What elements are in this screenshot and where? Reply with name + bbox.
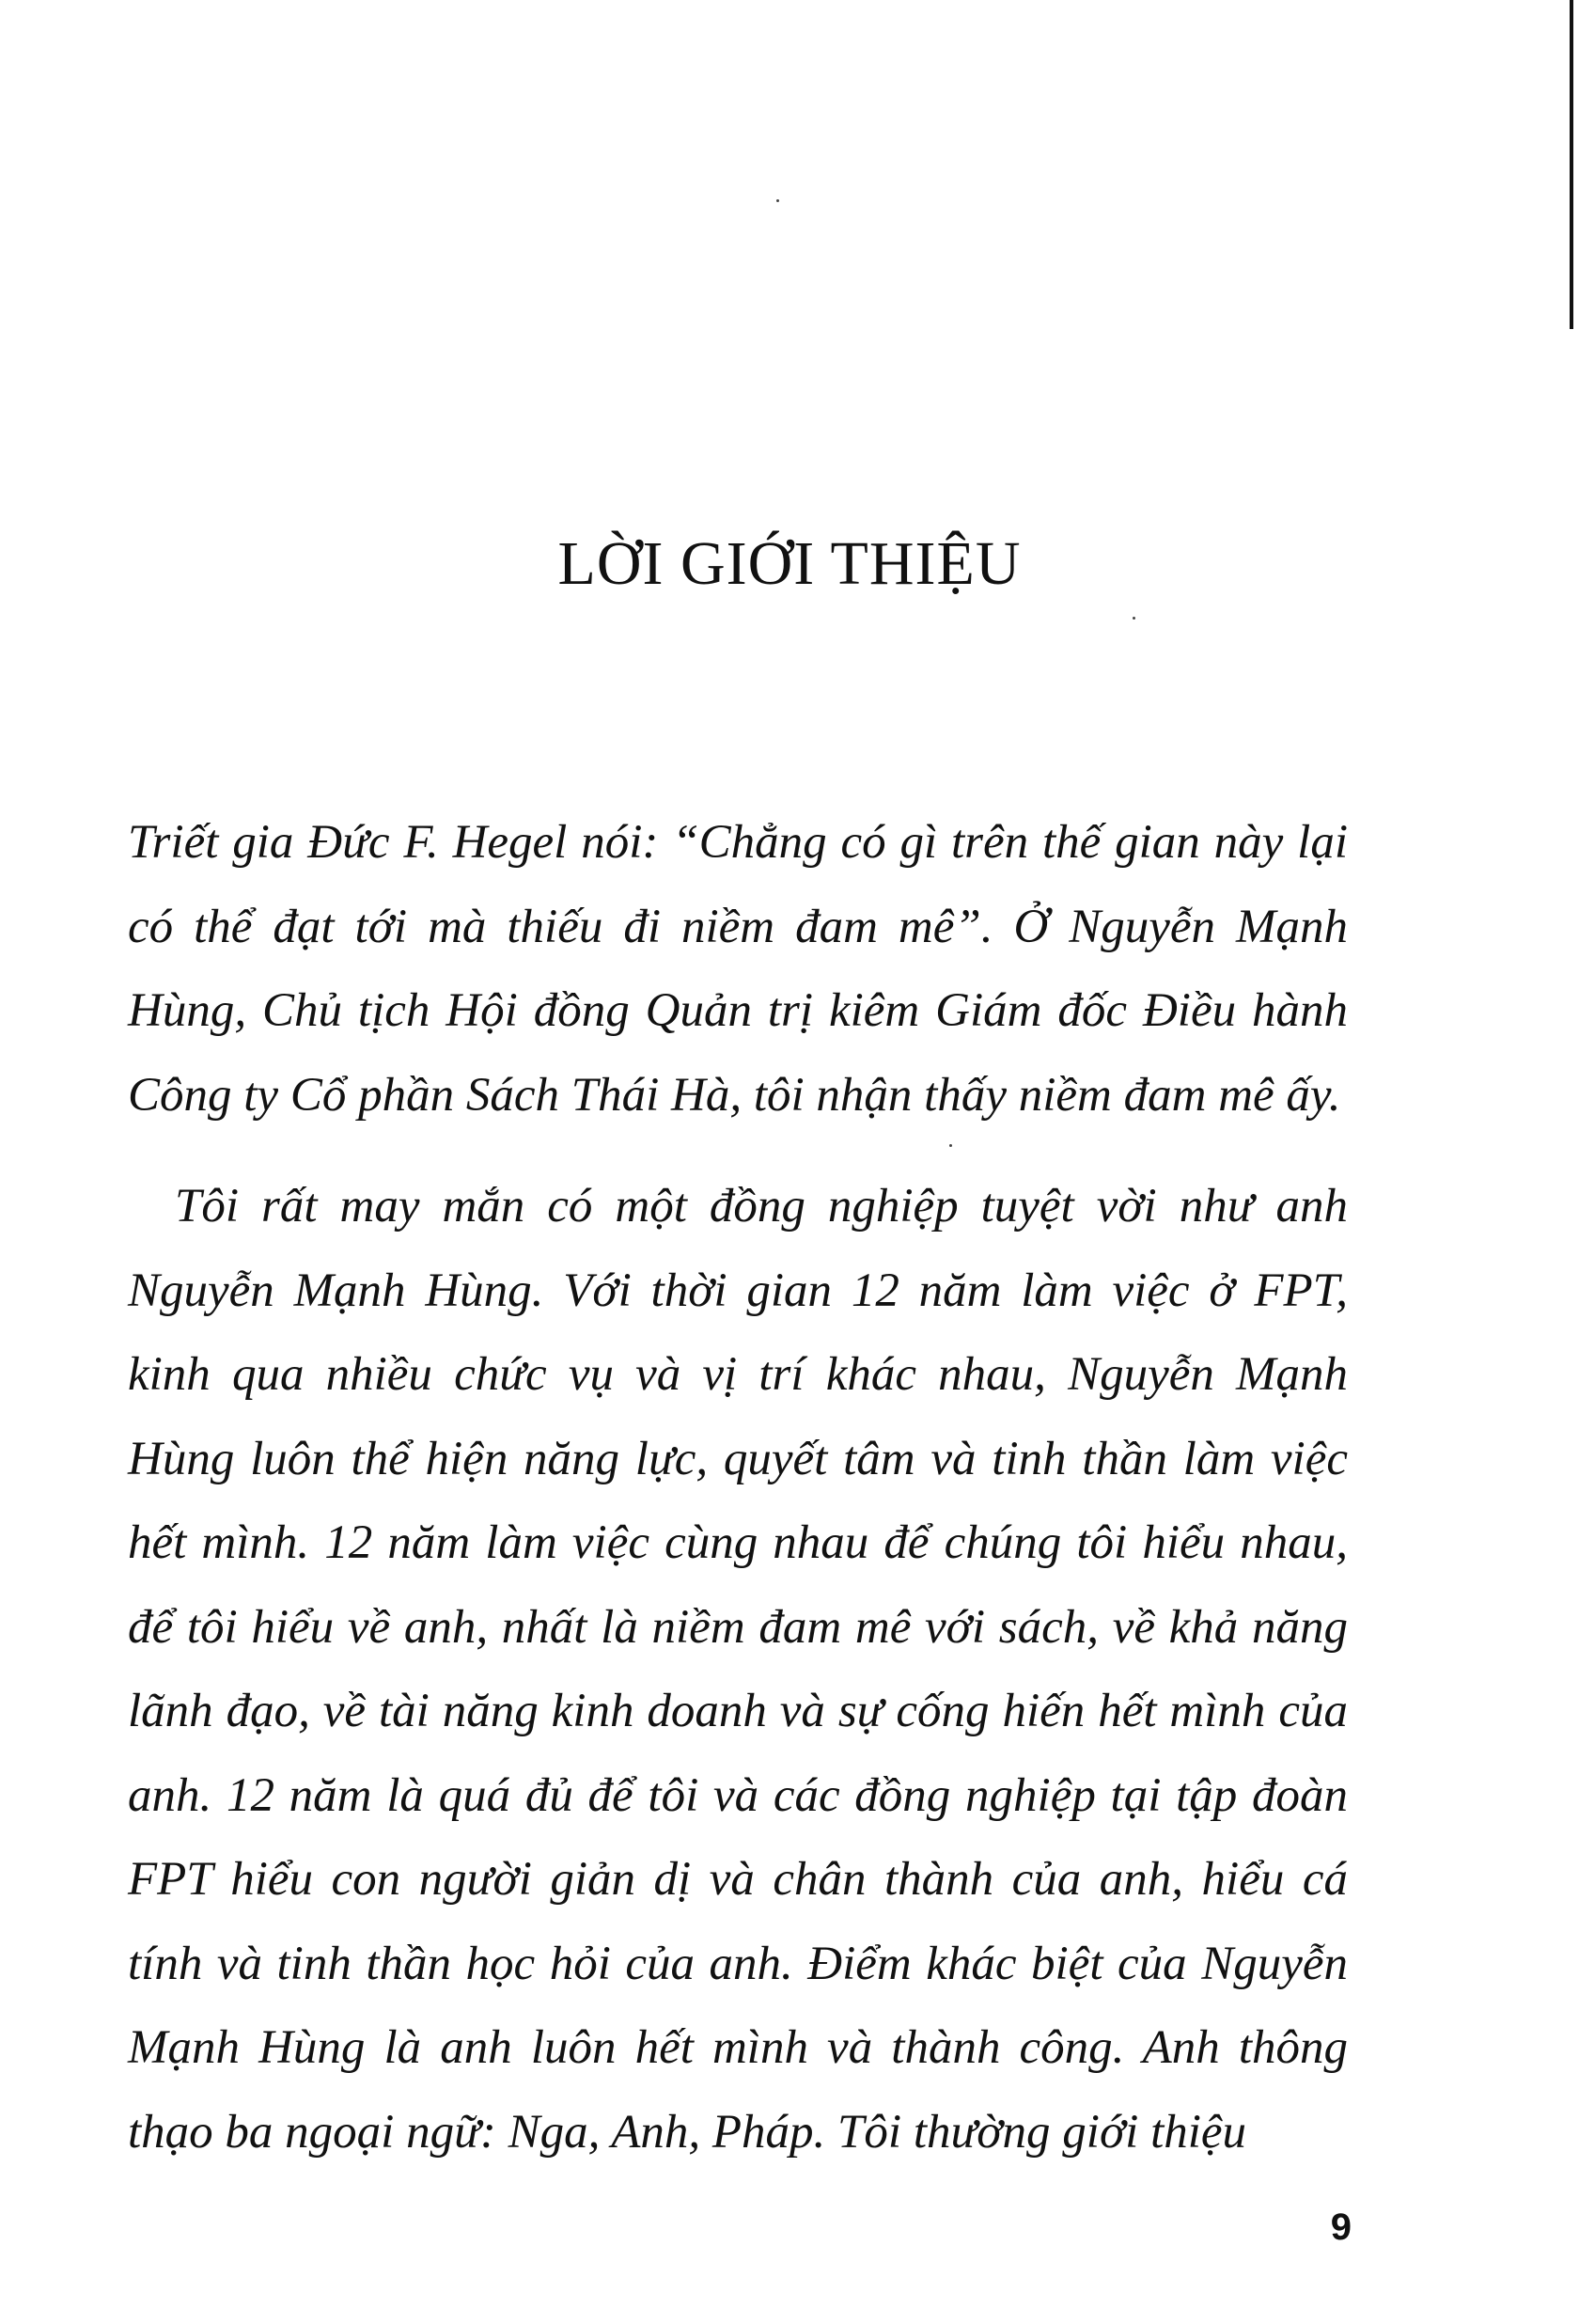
page-number: 9 (1330, 2206, 1352, 2248)
paragraph: Triết gia Đức F. Hegel nói: “Chẳng có gì trên thế gian này lại có thể đạt tới mà thiếu đi niềm đam mê”. Ở Nguyễn Mạnh Hùng, Chủ tịch Hội đồng Quản trị kiêm Giám đốc Điều hành Công ty Cổ phần Sách Thái Hà, tôi nhận thấy niềm đam mê ấy. (128, 816, 1348, 1122)
scan-speck (776, 199, 779, 202)
scan-speck (1133, 617, 1135, 620)
body-text (128, 801, 1348, 2175)
page-edge-line (1570, 0, 1573, 329)
paragraph: Tôi rất may mắn có một đồng nghiệp tuyệt vời như anh Nguyễn Mạnh Hùng. Với thời gian 12 năm làm việc ở FPT, kinh qua nhiều chức vụ và vị trí khác nhau, Nguyễn Mạnh Hùng luôn thể hiện năng lực, quyết tâm và tinh thần làm việc hết mình. 12 năm làm việc cùng nhau để chúng tôi hiểu nhau, để tôi hiểu về anh, nhất là niềm đam mê với sách, về khả năng lãnh đạo, về tài năng kinh doanh và sự cống hiến hết mình của anh. 12 năm là quá đủ để tôi và các đồng nghiệp tại tập đoàn FPT hiểu con người giản dị và chân thành của anh, hiểu cá tính và tinh thần học hỏi của anh. Điểm khác biệt của Nguyễn Mạnh Hùng là anh luôn hết mình và thành công. Anh thông thạo ba ngoại ngữ: Nga, Anh, Pháp. Tôi thường giới thiệu (128, 1180, 1348, 2159)
page-title: LỜI GIỚI THIỆU (557, 529, 1022, 598)
